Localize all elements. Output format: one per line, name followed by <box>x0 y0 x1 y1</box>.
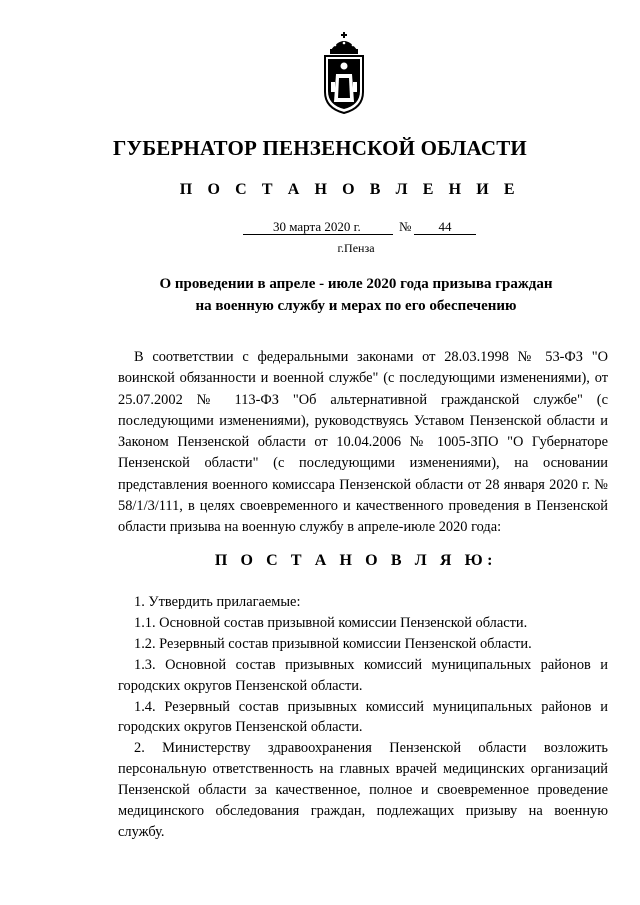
document-number: 44 <box>414 219 476 235</box>
list-item: 1.4. Резервный состав призывных комиссий муниципальных районов и городских округов Пензенской области. <box>118 698 608 736</box>
decree-heading: П О С Т А Н О В Л Я Ю: <box>214 552 498 569</box>
subject-line-1: О проведении в апреле - июле 2020 года призыва граждан <box>159 276 553 292</box>
list-item: 1.1. Основной состав призывной комиссии Пензенской области. <box>134 614 528 631</box>
list-item: 1.3. Основной состав призывных комиссий муниципальных районов и городских округов Пензенской области. <box>118 656 608 694</box>
city-label: г.Пенза <box>337 241 375 255</box>
list-item: 1.2. Резервный состав призывной комиссии Пензенской области. <box>134 635 532 652</box>
document-type: П О С Т А Н О В Л Е Н И Е <box>179 181 521 198</box>
date-value: 30 марта 2020 г. <box>273 219 361 234</box>
list-item: 1. Утвердить прилагаемые: <box>134 594 301 610</box>
intro-text: В соответствии с федеральными законами от 28.03.1998 № 53-ФЗ "О воинской обязанности и военной службе" (с последующими изменениями), от 25.07.2002 № 113-ФЗ "Об альтернативной гражданской службе" (с последующими изменениями), руководствуясь Уставом Пензенской области и Законом Пензенской области от 10.04.2006 № 1005-ЗПО "О Губернаторе Пензенской области" (с последующими изменениями), на основании представления военного комиссара Пензенской области от 28 января 2020 г. № 58/1/3/111, в целях своевременного и качественного проведения в Пензенской области призыва на военную службу в апреле-июле 2020 года: <box>118 349 608 536</box>
subject-line-2: на военную службу и мерах по его обеспечению <box>195 298 517 314</box>
document-subject <box>0 273 640 317</box>
list-item: 2. Министерству здравоохранения Пензенской области возложить персональную ответственность на главных врачей медицинских организаций Пензенской области за качественное, полное и своевременное проведение медицинского обследования граждан, подлежащих призыву на военную службу. <box>118 740 608 840</box>
number-label: № <box>399 219 412 234</box>
coat-of-arms-icon <box>321 30 367 114</box>
page-title: ГУБЕРНАТОР ПЕНЗЕНСКОЙ ОБЛАСТИ <box>113 136 527 160</box>
decree-items <box>118 592 608 843</box>
date-field <box>243 219 393 235</box>
intro-paragraph <box>118 347 608 539</box>
